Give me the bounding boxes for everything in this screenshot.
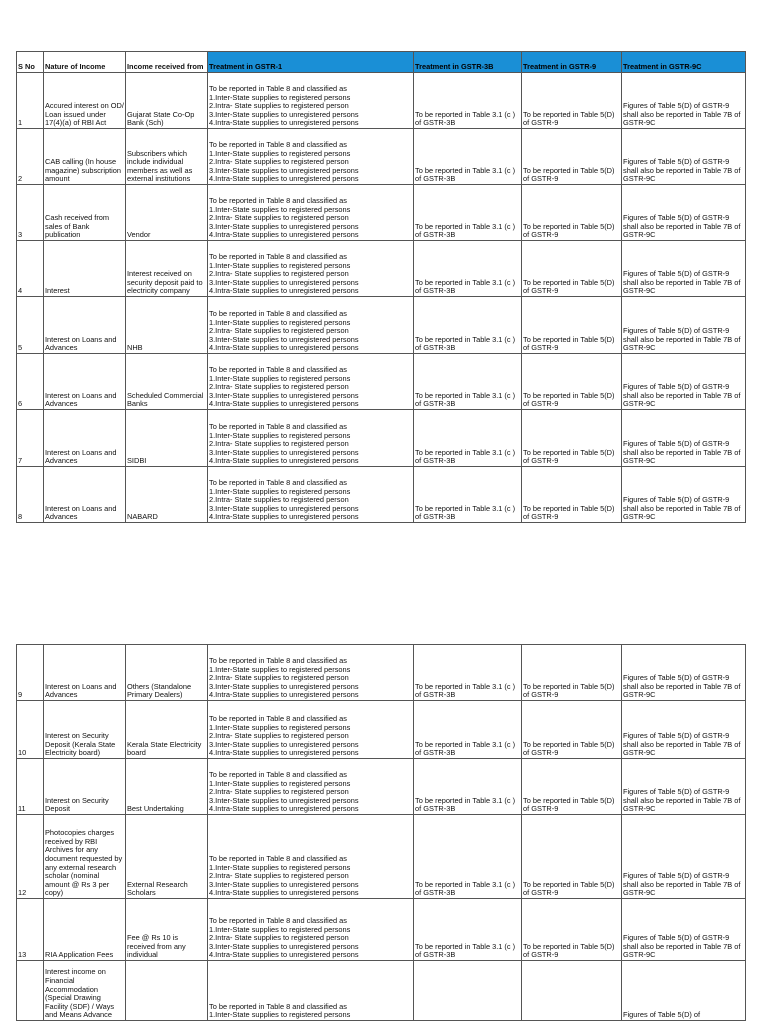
row-gstr1-treatment [208,899,414,961]
row-sno: 6 [17,354,44,410]
row-income-received-from: External Research Scholars [126,815,208,899]
table-row [17,815,746,899]
gstr1-line: To be reported in Table 8 and classified as [209,715,347,724]
table-row [17,899,746,961]
gstr1-line: 3.Inter-State supplies to unregistered persons [209,278,359,287]
header-sno: S No [17,52,44,73]
row-income-received-from: Fee @ Rs 10 is received from any individual [126,899,208,961]
gstr1-line: 3.Inter-State supplies to unregistered persons [209,166,359,175]
row-sno: 2 [17,129,44,185]
gstr1-line: 1.Inter-State supplies to registered persons [209,863,351,872]
gstr1-line: 1.Inter-State supplies to registered persons [209,487,351,496]
header-gstr9c: Treatment in GSTR-9C [622,52,746,73]
row-gstr9c-treatment: Figures of Table 5(D) of GSTR-9 shall also be reported in Table 7B of GSTR-9C [622,354,746,410]
gstr1-line: 4.Intra-State supplies to unregistered persons [209,691,359,700]
row-gstr9c-treatment: Figures of Table 5(D) of GSTR-9 shall also be reported in Table 7B of GSTR-9C [622,899,746,961]
row-nature-of-income: Photocopies charges received by RBI Archives for any document requested by any external research scholar (nominal amount @ Rs 3 per copy) [44,815,126,899]
row-sno: 12 [17,815,44,899]
row-gstr9c-treatment: Figures of Table 5(D) of GSTR-9 shall also be reported in Table 7B of GSTR-9C [622,297,746,354]
table-body [17,645,746,1021]
gstr1-line: 4.Intra-State supplies to unregistered persons [209,513,359,522]
gstr1-line: 4.Intra-State supplies to unregistered persons [209,287,359,296]
row-gstr9-treatment: To be reported in Table 5(D) of GSTR-9 [522,354,622,410]
row-gstr3b-treatment [414,961,522,1021]
row-nature-of-income: Interest on Loans and Advances [44,467,126,523]
row-gstr1-treatment [208,297,414,354]
row-gstr1-treatment [208,354,414,410]
row-gstr3b-treatment: To be reported in Table 3.1 (c ) of GSTR-3B [414,129,522,185]
table-row [17,961,746,1021]
row-income-received-from [126,961,208,1021]
row-gstr9-treatment: To be reported in Table 5(D) of GSTR-9 [522,815,622,899]
row-gstr3b-treatment: To be reported in Table 3.1 (c ) of GSTR-3B [414,241,522,297]
row-gstr9c-treatment: Figures of Table 5(D) of GSTR-9 shall also be reported in Table 7B of GSTR-9C [622,241,746,297]
row-nature-of-income: Interest on Security Deposit [44,759,126,815]
gstr1-line: To be reported in Table 8 and classified as [209,1002,347,1011]
gstr1-line: To be reported in Table 8 and classified as [209,855,347,864]
row-sno: 9 [17,645,44,701]
gstr1-line: 3.Inter-State supplies to unregistered persons [209,796,359,805]
gstr1-line: 2.Intra- State supplies to registered person [209,934,349,943]
gstr1-line: 4.Intra-State supplies to unregistered persons [209,805,359,814]
gstr1-line: 3.Inter-State supplies to unregistered persons [209,222,359,231]
gstr1-line: To be reported in Table 8 and classified as [209,657,347,666]
row-gstr3b-treatment: To be reported in Table 3.1 (c ) of GSTR-3B [414,701,522,759]
gstr1-line: 4.Intra-State supplies to unregistered persons [209,951,359,960]
row-sno: 10 [17,701,44,759]
gstr-treatment-table-continued [16,644,746,1021]
table-row [17,759,746,815]
gstr1-line: 3.Inter-State supplies to unregistered persons [209,391,359,400]
gstr1-line: 2.Intra- State supplies to registered person [209,496,349,505]
row-gstr9c-treatment: Figures of Table 5(D) of GSTR-9 shall also be reported in Table 7B of GSTR-9C [622,129,746,185]
row-gstr3b-treatment: To be reported in Table 3.1 (c ) of GSTR-3B [414,410,522,467]
row-gstr3b-treatment: To be reported in Table 3.1 (c ) of GSTR-3B [414,815,522,899]
row-gstr9-treatment: To be reported in Table 5(D) of GSTR-9 [522,297,622,354]
row-gstr9-treatment [522,961,622,1021]
row-gstr9-treatment: To be reported in Table 5(D) of GSTR-9 [522,129,622,185]
gstr1-line: 2.Intra- State supplies to registered person [209,788,349,797]
gstr1-line: 1.Inter-State supplies to registered persons [209,149,351,158]
gstr1-line: 4.Intra-State supplies to unregistered persons [209,175,359,184]
gstr1-line: 3.Inter-State supplies to unregistered persons [209,880,359,889]
gstr1-line: 4.Intra-State supplies to unregistered persons [209,119,359,128]
row-sno: 11 [17,759,44,815]
gstr1-line: 4.Intra-State supplies to unregistered persons [209,749,359,758]
row-income-received-from: Gujarat State Co-Op Bank (Sch) [126,73,208,129]
table-body [17,73,746,523]
table-row [17,185,746,241]
gstr1-line: 4.Intra-State supplies to unregistered persons [209,231,359,240]
row-nature-of-income: Interest on Loans and Advances [44,410,126,467]
row-income-received-from: NABARD [126,467,208,523]
row-income-received-from: Subscribers which include individual members as well as external institutions [126,129,208,185]
table-row [17,467,746,523]
gstr1-line: 2.Intra- State supplies to registered person [209,383,349,392]
gstr1-line: 1.Inter-State supplies to registered persons [209,723,351,732]
row-sno: 1 [17,73,44,129]
gstr1-line: 1.Inter-State supplies to registered persons [209,93,351,102]
gstr1-line: 3.Inter-State supplies to unregistered persons [209,448,359,457]
row-gstr9-treatment: To be reported in Table 5(D) of GSTR-9 [522,467,622,523]
table-row [17,410,746,467]
header-gstr3b: Treatment in GSTR-3B [414,52,522,73]
row-nature-of-income: Interest on Loans and Advances [44,354,126,410]
row-gstr1-treatment [208,815,414,899]
gstr1-line: To be reported in Table 8 and classified as [209,310,347,319]
row-sno: 4 [17,241,44,297]
row-gstr1-treatment [208,467,414,523]
gstr1-line: 2.Intra- State supplies to registered person [209,872,349,881]
gstr1-line: 1.Inter-State supplies to registered persons [209,431,351,440]
gstr1-line: To be reported in Table 8 and classified as [209,917,347,926]
gstr1-line: 2.Intra- State supplies to registered person [209,102,349,111]
gstr1-line: 2.Intra- State supplies to registered person [209,214,349,223]
row-gstr1-treatment [208,185,414,241]
row-gstr1-treatment [208,241,414,297]
table-row [17,645,746,701]
gstr1-line: To be reported in Table 8 and classified as [209,479,347,488]
gstr1-line: To be reported in Table 8 and classified as [209,141,347,150]
row-gstr9-treatment: To be reported in Table 5(D) of GSTR-9 [522,701,622,759]
row-gstr3b-treatment: To be reported in Table 3.1 (c ) of GSTR-3B [414,899,522,961]
row-nature-of-income: Interest on Loans and Advances [44,297,126,354]
gstr1-line: 1.Inter-State supplies to registered persons [209,665,351,674]
row-sno: 13 [17,899,44,961]
gstr1-line: To be reported in Table 8 and classified as [209,197,347,206]
row-gstr3b-treatment: To be reported in Table 3.1 (c ) of GSTR-3B [414,759,522,815]
row-gstr9c-treatment: Figures of Table 5(D) of GSTR-9 shall also be reported in Table 7B of GSTR-9C [622,759,746,815]
row-gstr9c-treatment: Figures of Table 5(D) of GSTR-9 shall also be reported in Table 7B of GSTR-9C [622,73,746,129]
row-nature-of-income: Interest income on Financial Accommodation (Special Drawing Facility (SDF) / Ways and Means Advance [44,961,126,1021]
gstr1-line: 2.Intra- State supplies to registered person [209,158,349,167]
gstr1-line: 1.Inter-State supplies to registered persons [209,374,351,383]
gstr1-line: 4.Intra-State supplies to unregistered persons [209,344,359,353]
gstr1-line: 1.Inter-State supplies to registered persons [209,261,351,270]
gstr1-line: 2.Intra- State supplies to registered person [209,674,349,683]
header-gstr9: Treatment in GSTR-9 [522,52,622,73]
gstr1-line: 3.Inter-State supplies to unregistered persons [209,942,359,951]
gstr1-line: 3.Inter-State supplies to unregistered persons [209,740,359,749]
gstr1-line: To be reported in Table 8 and classified as [209,771,347,780]
gstr-treatment-table [16,51,746,523]
gstr1-line: 1.Inter-State supplies to registered persons [209,1011,351,1020]
row-gstr9-treatment: To be reported in Table 5(D) of GSTR-9 [522,645,622,701]
table-row [17,297,746,354]
gstr1-line: 2.Intra- State supplies to registered person [209,270,349,279]
gstr1-line: 2.Intra- State supplies to registered person [209,327,349,336]
row-income-received-from: Interest received on security deposit paid to electricity company [126,241,208,297]
row-gstr3b-treatment: To be reported in Table 3.1 (c ) of GSTR-3B [414,73,522,129]
row-gstr9-treatment: To be reported in Table 5(D) of GSTR-9 [522,185,622,241]
table-row [17,701,746,759]
row-gstr1-treatment [208,73,414,129]
row-income-received-from: Scheduled Commercial Banks [126,354,208,410]
table-header-row [17,52,746,73]
gstr1-line: 4.Intra-State supplies to unregistered persons [209,889,359,898]
header-income-received-from: Income received from [126,52,208,73]
row-sno: 7 [17,410,44,467]
row-nature-of-income: Accured interest on OD/ Loan issued under 17(4)(a) of RBI Act [44,73,126,129]
gstr1-line: 1.Inter-State supplies to registered persons [209,205,351,214]
header-gstr1: Treatment in GSTR-1 [208,52,414,73]
row-gstr3b-treatment: To be reported in Table 3.1 (c ) of GSTR-3B [414,467,522,523]
row-income-received-from: SIDBI [126,410,208,467]
row-gstr1-treatment [208,129,414,185]
row-gstr1-treatment [208,759,414,815]
row-sno [17,961,44,1021]
row-gstr9c-treatment: Figures of Table 5(D) of GSTR-9 shall also be reported in Table 7B of GSTR-9C [622,815,746,899]
gstr1-line: 1.Inter-State supplies to registered persons [209,925,351,934]
row-nature-of-income: Interest on Security Deposit (Kerala State Electricity board) [44,701,126,759]
row-income-received-from: NHB [126,297,208,354]
gstr1-line: 3.Inter-State supplies to unregistered persons [209,335,359,344]
row-sno: 5 [17,297,44,354]
gstr1-line: To be reported in Table 8 and classified as [209,85,347,94]
row-gstr9-treatment: To be reported in Table 5(D) of GSTR-9 [522,241,622,297]
row-gstr9c-treatment: Figures of Table 5(D) of GSTR-9 shall also be reported in Table 7B of GSTR-9C [622,185,746,241]
row-gstr3b-treatment: To be reported in Table 3.1 (c ) of GSTR-3B [414,185,522,241]
row-income-received-from: Best Undertaking [126,759,208,815]
row-gstr1-treatment [208,410,414,467]
row-nature-of-income: Cash received from sales of Bank publication [44,185,126,241]
row-gstr1-treatment [208,701,414,759]
row-gstr1-treatment [208,961,414,1021]
row-income-received-from: Kerala State Electricity board [126,701,208,759]
row-gstr9-treatment: To be reported in Table 5(D) of GSTR-9 [522,410,622,467]
row-gstr9-treatment: To be reported in Table 5(D) of GSTR-9 [522,73,622,129]
row-gstr9c-treatment: Figures of Table 5(D) of GSTR-9 shall also be reported in Table 7B of GSTR-9C [622,467,746,523]
row-gstr9-treatment: To be reported in Table 5(D) of GSTR-9 [522,759,622,815]
row-sno: 8 [17,467,44,523]
gstr1-line: To be reported in Table 8 and classified as [209,423,347,432]
row-gstr1-treatment [208,645,414,701]
row-gstr3b-treatment: To be reported in Table 3.1 (c ) of GSTR-3B [414,354,522,410]
gstr1-line: 2.Intra- State supplies to registered person [209,732,349,741]
row-sno: 3 [17,185,44,241]
gstr1-line: To be reported in Table 8 and classified as [209,366,347,375]
row-nature-of-income: RIA Application Fees [44,899,126,961]
row-gstr9c-treatment: Figures of Table 5(D) of GSTR-9 shall also be reported in Table 7B of GSTR-9C [622,645,746,701]
row-gstr9c-treatment: Figures of Table 5(D) of [622,961,746,1021]
gstr1-line: To be reported in Table 8 and classified as [209,253,347,262]
row-nature-of-income: Interest on Loans and Advances [44,645,126,701]
table-row [17,129,746,185]
row-income-received-from: Vendor [126,185,208,241]
gstr1-line: 1.Inter-State supplies to registered persons [209,318,351,327]
table-row [17,73,746,129]
row-nature-of-income: CAB calling (In house magazine) subscription amount [44,129,126,185]
gstr1-line: 3.Inter-State supplies to unregistered persons [209,504,359,513]
row-gstr3b-treatment: To be reported in Table 3.1 (c ) of GSTR-3B [414,297,522,354]
row-income-received-from: Others (Standalone Primary Dealers) [126,645,208,701]
gstr1-line: 3.Inter-State supplies to unregistered persons [209,682,359,691]
row-nature-of-income: Interest [44,241,126,297]
gstr1-line: 4.Intra-State supplies to unregistered persons [209,400,359,409]
row-gstr9c-treatment: Figures of Table 5(D) of GSTR-9 shall also be reported in Table 7B of GSTR-9C [622,410,746,467]
row-gstr9-treatment: To be reported in Table 5(D) of GSTR-9 [522,899,622,961]
gstr1-line: 1.Inter-State supplies to registered persons [209,779,351,788]
table-row [17,354,746,410]
gstr1-line: 4.Intra-State supplies to unregistered persons [209,457,359,466]
header-nature-of-income: Nature of Income [44,52,126,73]
table-row [17,241,746,297]
gstr1-line: 3.Inter-State supplies to unregistered persons [209,110,359,119]
gstr1-line: 2.Intra- State supplies to registered person [209,440,349,449]
row-gstr3b-treatment: To be reported in Table 3.1 (c ) of GSTR-3B [414,645,522,701]
row-gstr9c-treatment: Figures of Table 5(D) of GSTR-9 shall also be reported in Table 7B of GSTR-9C [622,701,746,759]
